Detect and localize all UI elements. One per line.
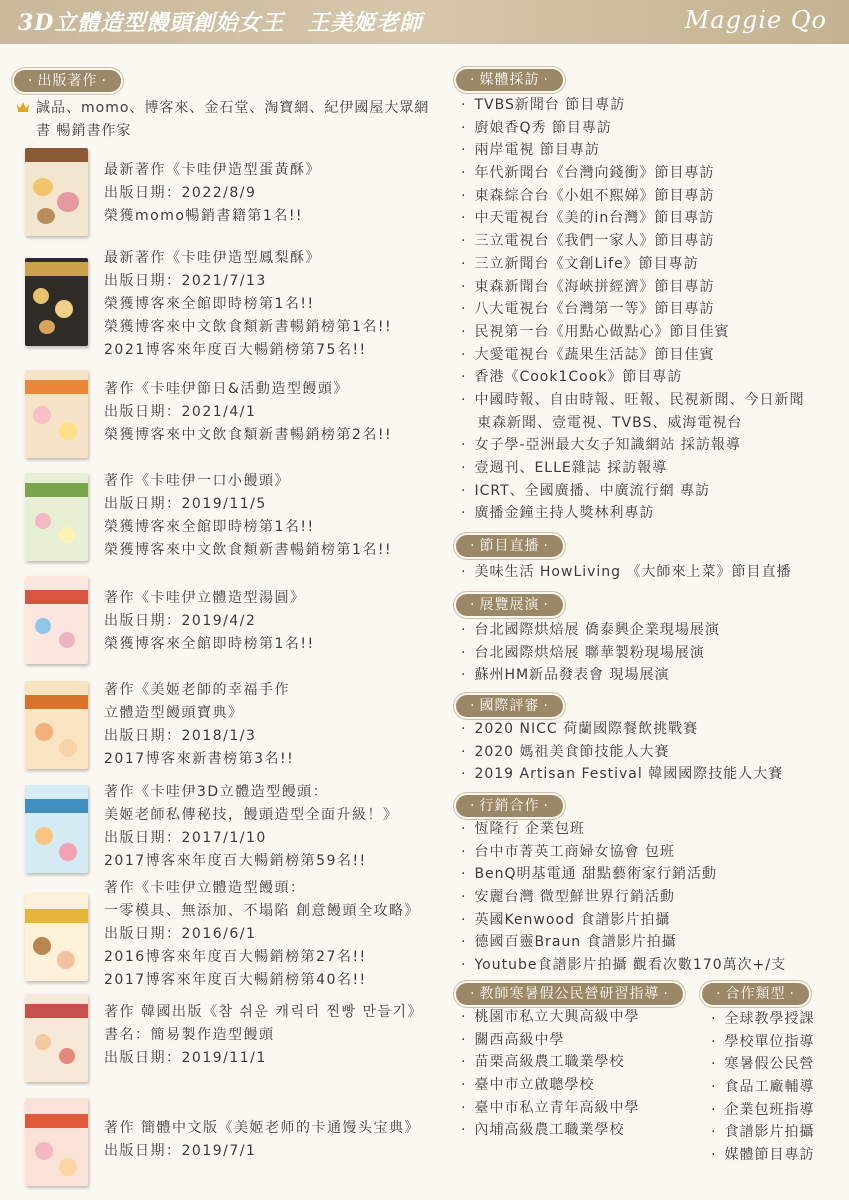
list-item: · 大愛電視台《蔬果生活誌》節目佳賓 [461, 344, 847, 367]
list-item: 東森新聞、壹電視、TVBS、威海電視台 [477, 414, 743, 431]
list-item: · 中天電視台《美的in台灣》節目專訪 [461, 207, 847, 230]
section-exhibit: · 展覽展演 · [456, 594, 563, 616]
list-item: · 台北國際烘焙展 僑泰興企業現場展演 [461, 619, 847, 642]
list-item: · 台北國際烘焙展 聯華製粉現場展演 [461, 642, 847, 665]
book-info-10: 著作 簡體中文版《美姬老师的卡通馒头宝典》 出版日期：2019/7/1 [104, 1120, 420, 1159]
list-item: · 媒體節目專訪 [711, 1144, 841, 1167]
section-live: · 節目直播 · [456, 535, 563, 557]
section-publications: · 出版著作 · [14, 70, 121, 92]
coop-list [711, 1008, 841, 1167]
list-item: · 蘇州HM新品發表會 現場展演 [461, 664, 847, 687]
book-info-5: 著作《卡哇伊立體造型湯圓》 出版日期：2019/4/2 榮獲博客來全館即時榜第1名!! [104, 590, 315, 652]
list-item: · 英國Kenwood 食譜影片拍攝 [461, 909, 847, 932]
list-item: · 廚娘香Q秀 節目專訪 [461, 117, 847, 140]
book-info-6: 著作《美姬老師的幸福手作 立體造型饅頭寶典》 出版日期：2018/1/3 2017博客來新書榜第3名!! [104, 682, 295, 767]
list-item: · 三立電視台《我們一家人》節目專訪 [461, 230, 847, 253]
book-cover-9 [25, 994, 88, 1082]
book-info-4: 著作《卡哇伊一口小饅頭》 出版日期：2019/11/5 榮獲博客來全館即時榜第1名!! 榮獲博客來中文飲食類新書暢銷榜第1名!! [104, 473, 393, 558]
list-item: · 香港《Cook1Cook》節目專訪 [461, 366, 847, 389]
list-item: · 年代新聞台《台灣向錢衝》節目專訪 [461, 162, 847, 185]
list-item: · Youtube食譜影片拍攝 觀看次數170萬次+/支 [461, 954, 847, 977]
list-item: · 八大電視台《台灣第一等》節目專訪 [461, 298, 847, 321]
judge-list [461, 718, 847, 786]
list-item: · 三立新聞台《文創Life》節目專訪 [461, 253, 847, 276]
list-item: · 安麗台灣 微型鮮世界行銷活動 [461, 886, 847, 909]
book-info-2: 最新著作《卡哇伊造型鳳梨酥》 出版日期：2021/7/13 榮獲博客來全館即時榜第1名!! 榮獲博客來中文飲食類新書暢銷榜第1名!! 2021博客來年度百大暢銷榜第75名!! [104, 250, 393, 358]
page-title: 3D立體造型饅頭創始女王 王美姬老師 [18, 10, 423, 36]
list-item: · 關西高級中學 [461, 1029, 701, 1052]
list-item: · 寒暑假公民營 [711, 1053, 841, 1076]
media-list [461, 94, 847, 525]
book-cover-10 [25, 1098, 88, 1186]
book-cover-3 [25, 370, 88, 458]
brand-signature: Maggie Qo [684, 6, 827, 34]
list-item: · ICRT、全國廣播、中廣流行網 專訪 [461, 480, 847, 503]
list-item: · 苗栗高級農工職業學校 [461, 1051, 701, 1074]
section-judge: · 國際評審 · [456, 695, 563, 717]
section-camp: · 教師寒暑假公民營研習指導 · [456, 983, 683, 1005]
section-media: · 媒體採訪 · [456, 69, 563, 91]
list-item: · 恆隆行 企業包班 [461, 818, 847, 841]
list-item: · 東森新聞台《海峽拼經濟》節目專訪 [461, 276, 847, 299]
list-item: · 2020 媽祖美食節技能人大賽 [461, 741, 847, 764]
crown-icon [16, 101, 30, 113]
book-cover-5 [25, 576, 88, 664]
camp-list [461, 1006, 701, 1142]
list-item: · 東森綜合台《小姐不熙娣》節目專訪 [461, 185, 847, 208]
publications-intro: 誠品、momo、博客來、金石堂、淘寶網、紀伊國屋大眾網書 暢銷書作家 [16, 97, 436, 120]
list-item: · 企業包班指導 [711, 1099, 841, 1122]
list-item: · 壹週刊、ELLE雜誌 採訪報導 [461, 457, 847, 480]
book-info-9: 著作 韓國出版《참 쉬운 캐릭터 찐빵 만들기》 書名：簡易製作造型饅頭 出版日期：2019/11/1 [104, 1004, 424, 1066]
book-cover-6 [25, 681, 88, 769]
list-item: · 民視第一台《用點心做點心》節目佳賓 [461, 321, 847, 344]
book-info-7: 著作《卡哇伊3D立體造型饅頭： 美姬老師私傳秘技，饅頭造型全面升級！》 出版日期：2017/1/10 2017博客來年度百大暢銷榜第59名!! [104, 784, 399, 869]
list-item: · 台中市菁英工商婦女協會 包班 [461, 841, 847, 864]
list-item: · TVBS新聞台 節目專訪 [461, 94, 847, 117]
section-coop: · 合作類型 · [702, 983, 809, 1005]
list-item: · 女子學-亞洲最大女子知識網站 採訪報導 [461, 434, 847, 457]
book-cover-8 [25, 893, 88, 981]
list-item: · BenQ明基電通 甜點藝術家行銷活動 [461, 863, 847, 886]
book-info-8: 著作《卡哇伊立體造型饅頭： 一零模具、無添加、不塌陷 創意饅頭全攻略》 出版日期：2016/6/1 2016博客來年度百大暢銷榜第27名!! 2017博客來年度百大暢銷榜第40名!! [104, 880, 420, 988]
list-item: · 桃園市私立大興高級中學 [461, 1006, 701, 1029]
list-item: · 美味生活 HowLiving 《大師來上菜》節目直播 [461, 561, 847, 584]
book-cover-1 [25, 148, 88, 236]
list-item: · 食譜影片拍攝 [711, 1121, 841, 1144]
list-item: · 臺中市立啟聰學校 [461, 1074, 701, 1097]
list-item: · 2019 Artisan Festival 韓國國際技能人大賽 [461, 763, 847, 786]
list-item: · 廣播金鐘主持人獎林利專訪 [461, 502, 847, 525]
book-info-1: 最新著作《卡哇伊造型蛋黃酥》 出版日期：2022/8/9 榮獲momo暢銷書籍第1名!! [104, 162, 321, 224]
section-marketing: · 行銷合作 · [456, 795, 563, 817]
marketing-list [461, 818, 847, 977]
list-item: · 兩岸電視 節目專訪 [461, 139, 847, 162]
list-item: · 德國百靈Braun 食譜影片拍攝 [461, 931, 847, 954]
list-item: · 中國時報、自由時報、旺報、民視新聞、今日新聞 [461, 389, 847, 412]
exhibit-list [461, 619, 847, 687]
list-item: · 內埔高級農工職業學校 [461, 1119, 701, 1142]
list-item: · 臺中市私立青年高級中學 [461, 1097, 701, 1120]
list-item: · 全球教學授課 [711, 1008, 841, 1031]
page-header [0, 0, 849, 44]
list-item: · 學校單位指導 [711, 1031, 841, 1054]
book-info-3: 著作《卡哇伊節日&活動造型饅頭》 出版日期：2021/4/1 榮獲博客來中文飲食類新書暢銷榜第2名!! [104, 381, 393, 443]
list-item: · 2020 NICC 荷蘭國際餐飲挑戰賽 [461, 718, 847, 741]
book-cover-4 [25, 473, 88, 561]
list-item: · 食品工廠輔導 [711, 1076, 841, 1099]
book-cover-2 [25, 258, 88, 346]
live-list [461, 561, 847, 584]
book-cover-7 [25, 785, 88, 873]
